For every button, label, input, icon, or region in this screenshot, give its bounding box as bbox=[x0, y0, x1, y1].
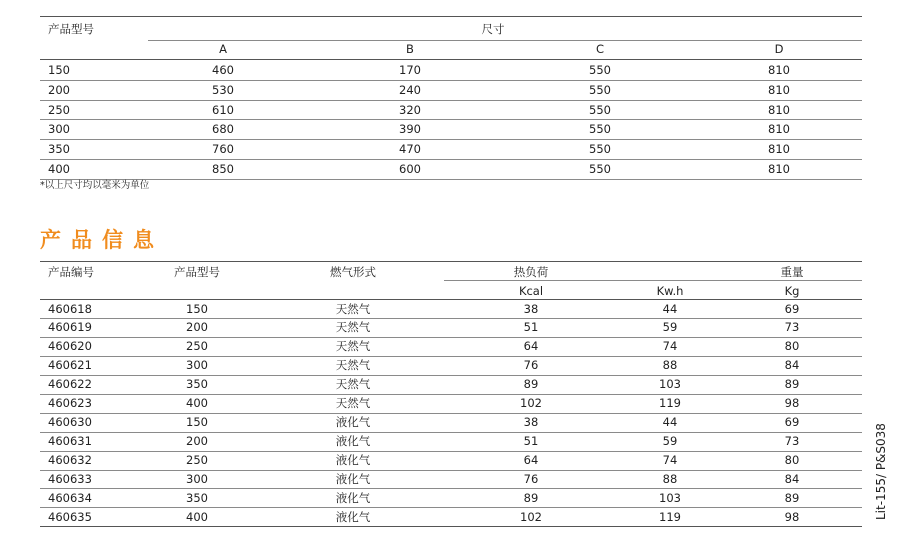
table-cell-model: 200 bbox=[48, 83, 70, 97]
table-cell-model: 400 bbox=[48, 162, 70, 176]
table-cell-kwh: 119 bbox=[659, 396, 681, 410]
column-header-b: B bbox=[406, 42, 414, 56]
table-cell-kwh: 103 bbox=[659, 377, 681, 391]
table-cell-value: 810 bbox=[768, 103, 790, 117]
row-divider bbox=[40, 100, 862, 101]
table-cell-model: 250 bbox=[48, 103, 70, 117]
table-cell-value: 810 bbox=[768, 63, 790, 77]
subheader-kwh: Kw.h bbox=[656, 284, 684, 298]
row-divider bbox=[40, 413, 862, 414]
table-cell-model: 250 bbox=[186, 453, 208, 467]
table-cell-model: 300 bbox=[186, 472, 208, 486]
table-cell-code: 460632 bbox=[48, 453, 92, 467]
table-cell-gas: 液化气 bbox=[335, 510, 371, 524]
subheader-kg: Kg bbox=[784, 284, 800, 298]
table-cell-code: 460618 bbox=[48, 302, 92, 316]
table-cell-kcal: 102 bbox=[520, 510, 542, 524]
table-cell-kg: 73 bbox=[784, 434, 800, 448]
row-divider bbox=[40, 159, 862, 160]
row-divider bbox=[40, 526, 862, 527]
table-cell-kcal: 51 bbox=[523, 434, 539, 448]
table-cell-value: 170 bbox=[399, 63, 421, 77]
table-cell-kcal: 76 bbox=[523, 358, 539, 372]
unit-note: *以上尺寸均以毫米为单位 bbox=[40, 180, 150, 191]
table-cell-kwh: 74 bbox=[662, 453, 678, 467]
table-cell-kwh: 88 bbox=[662, 358, 678, 372]
table-cell-code: 460620 bbox=[48, 339, 92, 353]
table-cell-gas: 天然气 bbox=[335, 377, 371, 391]
table-top-rule bbox=[40, 16, 862, 17]
column-header-d: D bbox=[774, 42, 784, 56]
table-cell-code: 460623 bbox=[48, 396, 92, 410]
product-table-top-rule bbox=[40, 261, 862, 262]
row-divider bbox=[40, 337, 862, 338]
table-cell-value: 390 bbox=[399, 122, 421, 136]
table-cell-kg: 69 bbox=[784, 415, 800, 429]
table-cell-value: 810 bbox=[768, 162, 790, 176]
table-cell-model: 300 bbox=[48, 122, 70, 136]
row-divider bbox=[40, 356, 862, 357]
table-cell-kwh: 103 bbox=[659, 491, 681, 505]
product-header-bottom-rule bbox=[40, 299, 862, 300]
subheader-kcal: Kcal bbox=[518, 284, 544, 298]
table-cell-code: 460633 bbox=[48, 472, 92, 486]
table-cell-kcal: 89 bbox=[523, 491, 539, 505]
table-cell-kg: 69 bbox=[784, 302, 800, 316]
table-cell-model: 150 bbox=[48, 63, 70, 77]
table-cell-code: 460631 bbox=[48, 434, 92, 448]
table-cell-kcal: 102 bbox=[520, 396, 542, 410]
column-header-c: C bbox=[595, 42, 605, 56]
table-cell-kwh: 44 bbox=[662, 415, 678, 429]
header-gas: 燃气形式 bbox=[330, 265, 376, 279]
table-cell-value: 600 bbox=[399, 162, 421, 176]
size-header-rule bbox=[148, 40, 862, 41]
table-cell-model: 300 bbox=[186, 358, 208, 372]
table-cell-model: 350 bbox=[186, 491, 208, 505]
table-cell-gas: 天然气 bbox=[335, 358, 371, 372]
row-divider bbox=[40, 119, 862, 120]
table-cell-gas: 天然气 bbox=[335, 339, 371, 353]
table-cell-kcal: 38 bbox=[523, 415, 539, 429]
table-cell-model: 150 bbox=[186, 415, 208, 429]
table-cell-value: 530 bbox=[212, 83, 234, 97]
header-code: 产品编号 bbox=[48, 265, 94, 279]
header-heat-load: 热负荷 bbox=[513, 265, 549, 279]
table-cell-code: 460635 bbox=[48, 510, 92, 524]
table-cell-value: 550 bbox=[589, 103, 611, 117]
table-cell-value: 550 bbox=[589, 142, 611, 156]
table-cell-gas: 液化气 bbox=[335, 491, 371, 505]
table-cell-value: 550 bbox=[589, 122, 611, 136]
table-cell-kwh: 74 bbox=[662, 339, 678, 353]
table-cell-kg: 84 bbox=[784, 358, 800, 372]
table-cell-value: 810 bbox=[768, 142, 790, 156]
column-header-a: A bbox=[219, 42, 227, 56]
header-bottom-rule bbox=[40, 59, 862, 60]
row-divider bbox=[40, 179, 862, 180]
table-cell-kwh: 119 bbox=[659, 510, 681, 524]
table-cell-kcal: 76 bbox=[523, 472, 539, 486]
table-cell-model: 150 bbox=[186, 302, 208, 316]
row-divider bbox=[40, 507, 862, 508]
table-cell-model: 400 bbox=[186, 510, 208, 524]
table-cell-code: 460634 bbox=[48, 491, 92, 505]
table-cell-value: 550 bbox=[589, 162, 611, 176]
row-divider bbox=[40, 488, 862, 489]
table-cell-kwh: 88 bbox=[662, 472, 678, 486]
table-cell-value: 680 bbox=[212, 122, 234, 136]
table-cell-gas: 液化气 bbox=[335, 472, 371, 486]
header-product-model: 产品型号 bbox=[174, 265, 220, 279]
header-model: 产品型号 bbox=[48, 22, 94, 36]
table-cell-kcal: 51 bbox=[523, 320, 539, 334]
table-cell-kwh: 59 bbox=[662, 320, 678, 334]
row-divider bbox=[40, 394, 862, 395]
table-cell-value: 470 bbox=[399, 142, 421, 156]
header-weight: 重量 bbox=[780, 265, 804, 279]
table-cell-value: 610 bbox=[212, 103, 234, 117]
table-cell-kg: 80 bbox=[784, 339, 800, 353]
table-cell-gas: 液化气 bbox=[335, 434, 371, 448]
table-cell-model: 350 bbox=[186, 377, 208, 391]
table-cell-model: 250 bbox=[186, 339, 208, 353]
row-divider bbox=[40, 451, 862, 452]
row-divider bbox=[40, 80, 862, 81]
table-cell-model: 400 bbox=[186, 396, 208, 410]
table-cell-kg: 80 bbox=[784, 453, 800, 467]
table-cell-kg: 98 bbox=[784, 396, 800, 410]
table-cell-gas: 液化气 bbox=[335, 415, 371, 429]
table-cell-model: 200 bbox=[186, 320, 208, 334]
section-title: 产品信息 bbox=[40, 228, 164, 252]
table-cell-kcal: 64 bbox=[523, 339, 539, 353]
row-divider bbox=[40, 432, 862, 433]
table-cell-kcal: 38 bbox=[523, 302, 539, 316]
table-cell-gas: 液化气 bbox=[335, 453, 371, 467]
table-cell-value: 320 bbox=[399, 103, 421, 117]
table-cell-value: 810 bbox=[768, 122, 790, 136]
table-cell-value: 760 bbox=[212, 142, 234, 156]
table-cell-model: 200 bbox=[186, 434, 208, 448]
table-cell-kg: 89 bbox=[784, 377, 800, 391]
table-cell-code: 460621 bbox=[48, 358, 92, 372]
table-cell-kwh: 59 bbox=[662, 434, 678, 448]
table-cell-gas: 天然气 bbox=[335, 396, 371, 410]
table-cell-kg: 73 bbox=[784, 320, 800, 334]
table-cell-value: 550 bbox=[589, 83, 611, 97]
row-divider bbox=[40, 375, 862, 376]
row-divider bbox=[40, 139, 862, 140]
table-cell-kcal: 64 bbox=[523, 453, 539, 467]
table-cell-kcal: 89 bbox=[523, 377, 539, 391]
table-cell-code: 460619 bbox=[48, 320, 92, 334]
table-cell-kg: 89 bbox=[784, 491, 800, 505]
table-cell-code: 460630 bbox=[48, 415, 92, 429]
table-cell-value: 240 bbox=[399, 83, 421, 97]
document-code: Lit-155/ P&S038 bbox=[874, 423, 888, 520]
table-cell-value: 460 bbox=[212, 63, 234, 77]
table-cell-kg: 84 bbox=[784, 472, 800, 486]
table-cell-model: 350 bbox=[48, 142, 70, 156]
table-cell-value: 850 bbox=[212, 162, 234, 176]
header-size: 尺寸 bbox=[481, 22, 505, 36]
table-cell-gas: 天然气 bbox=[335, 302, 371, 316]
table-cell-kg: 98 bbox=[784, 510, 800, 524]
subheader-rule bbox=[444, 280, 862, 281]
table-cell-code: 460622 bbox=[48, 377, 92, 391]
row-divider bbox=[40, 318, 862, 319]
row-divider bbox=[40, 470, 862, 471]
table-cell-gas: 天然气 bbox=[335, 320, 371, 334]
table-cell-kwh: 44 bbox=[662, 302, 678, 316]
table-cell-value: 810 bbox=[768, 83, 790, 97]
table-cell-value: 550 bbox=[589, 63, 611, 77]
